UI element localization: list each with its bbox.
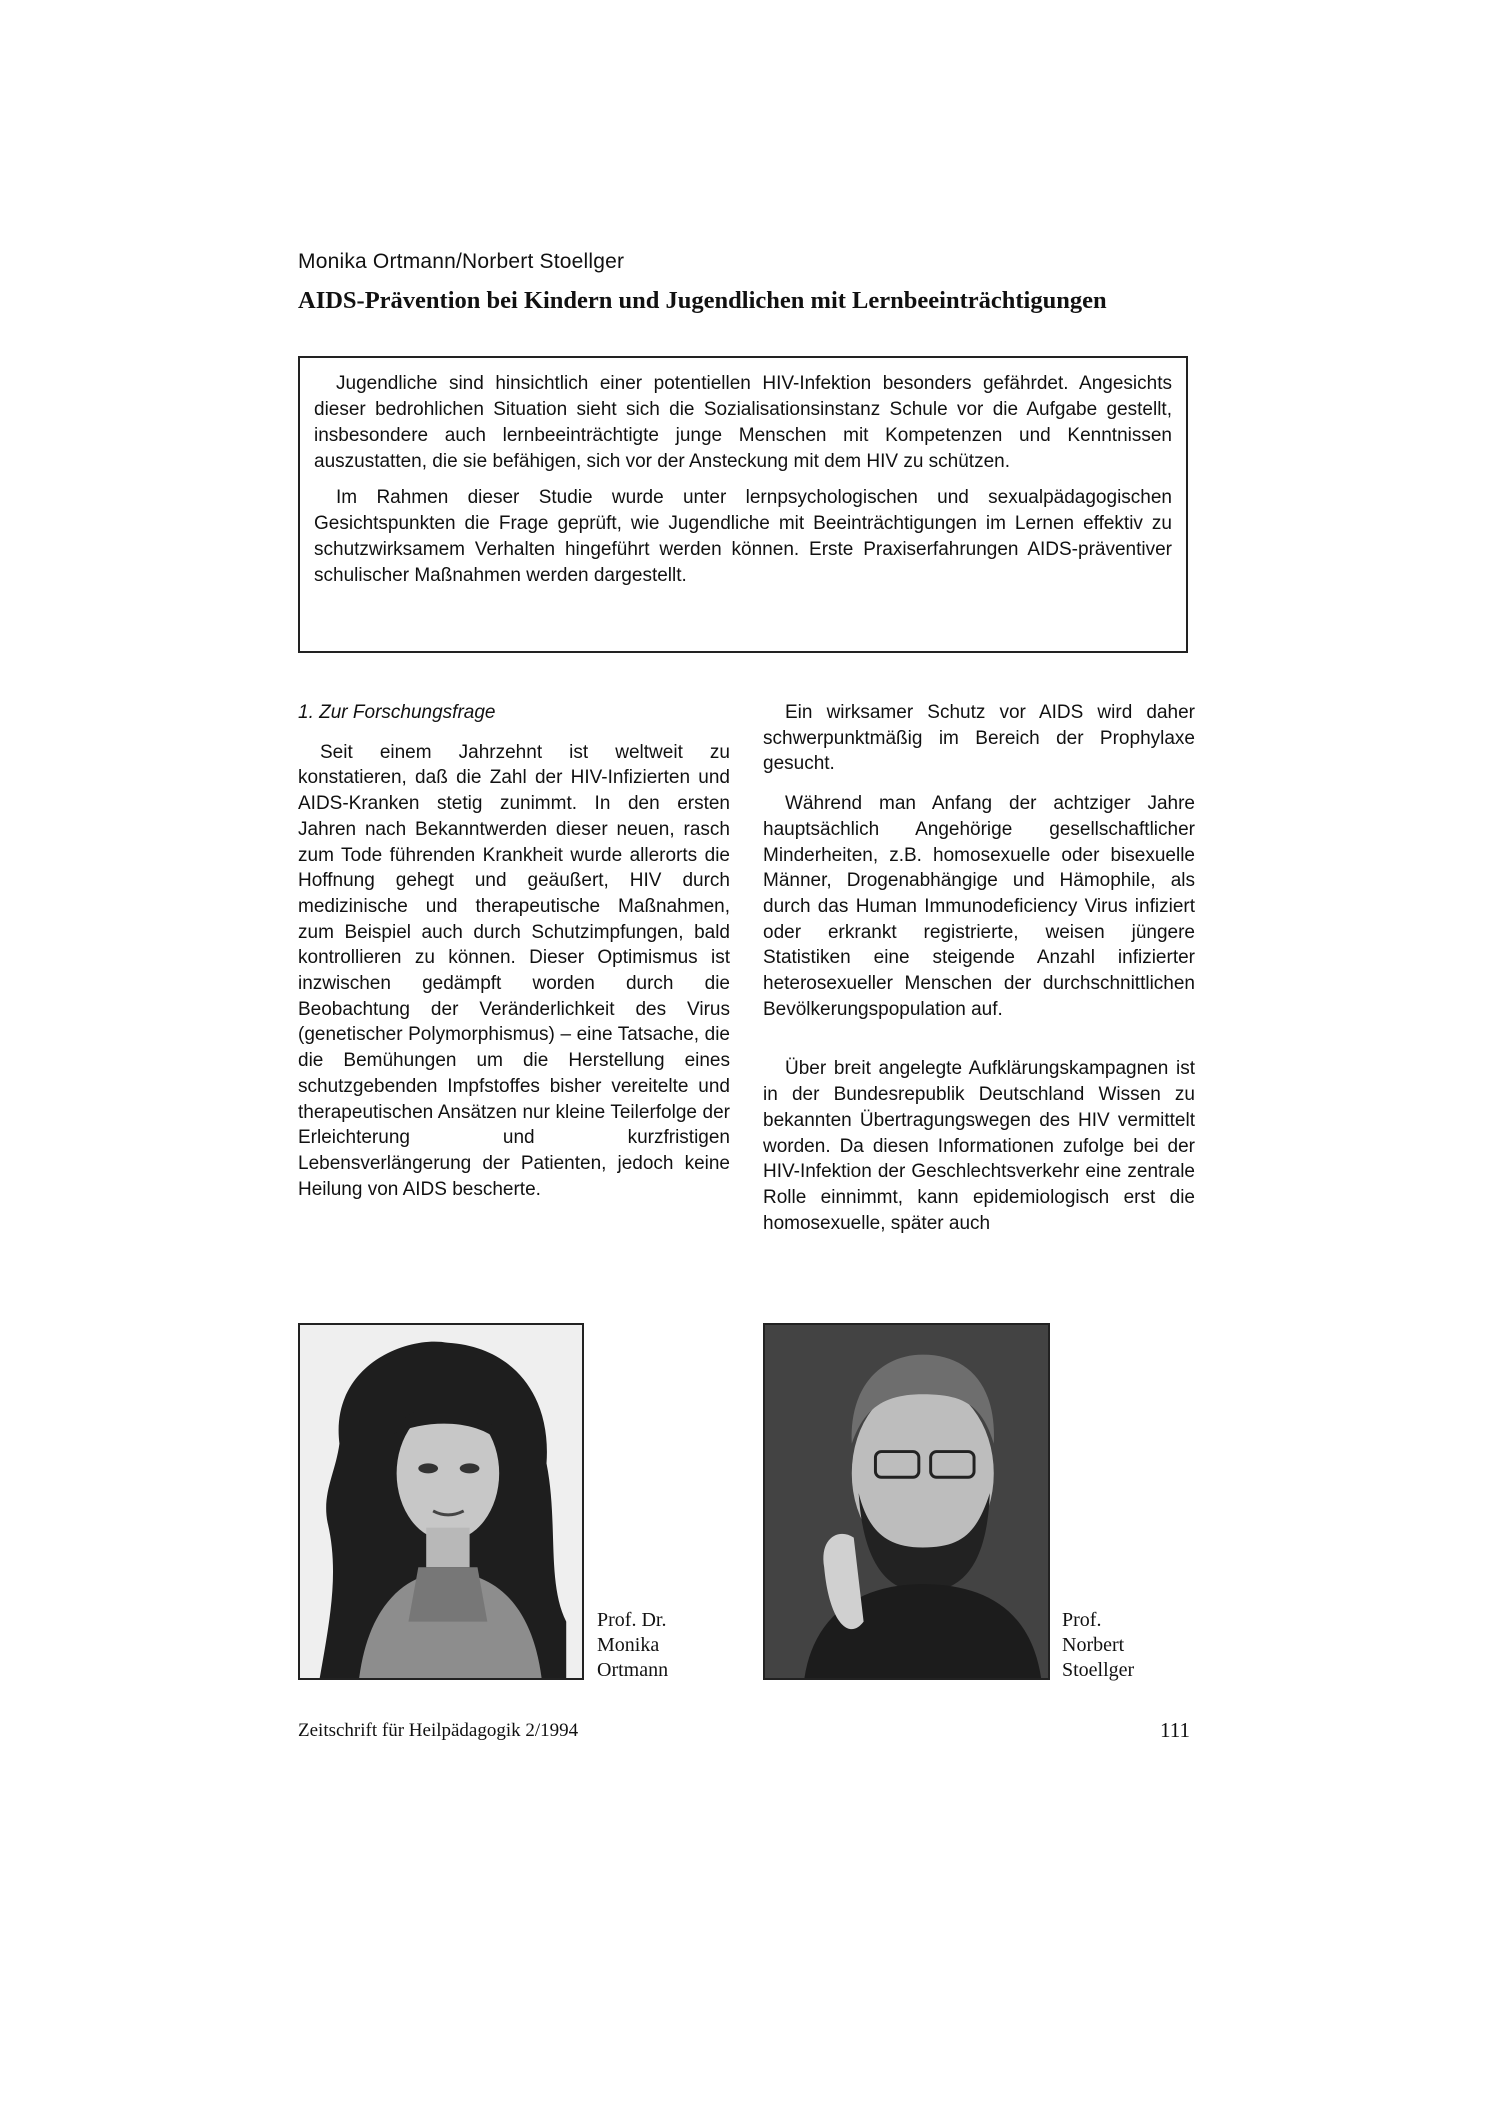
left-column (298, 700, 730, 1202)
author-line: Monika Ortmann/Norbert Stoellger (298, 250, 625, 273)
right-column (763, 700, 1195, 1236)
abstract-paragraph: Jugendliche sind hinsichtlich einer potentiellen HIV-Infektion besonders gefährdet. Angesichts dieser bedrohlichen Situation sieht sich die Sozialisationsinstanz Schule vor die Aufgabe gestellt, insbesondere auch lernbeeinträchtigte junge Menschen mit Kompetenzen und Kenntnissen auszustatten, die sie befähigen, sich vor der Ansteckung mit dem HIV zu schützen. (314, 373, 1172, 472)
portrait-man-illustration (765, 1325, 1048, 1678)
abstract-box (298, 356, 1188, 653)
body-paragraph: Ein wirksamer Schutz vor AIDS wird daher schwerpunktmäßig im Bereich der Prophylaxe gesucht. (763, 702, 1195, 775)
abstract-paragraph: Im Rahmen dieser Studie wurde unter lernpsychologischen und sexualpädagogischen Gesichtspunkten die Frage geprüft, wie Jugendliche mit Beeinträchtigungen im Lernen effektiv zu schutzwirksamem Verhalten hingeführt werden können. Erste Praxiserfahrungen AIDS-präventiver schulischer Maßnahmen werden dargestellt. (314, 487, 1172, 586)
photo-caption (597, 1608, 668, 1683)
page-number: 111 (1160, 1718, 1190, 1742)
article-title: AIDS-Prävention bei Kindern und Jugendlichen mit Lernbeeinträchtigungen (298, 287, 1107, 314)
body-paragraph: Über breit angelegte Aufklärungskampagnen ist in der Bundesrepublik Deutschland Wissen zu bekannten Übertragungswegen des HIV vermittelt worden. Da diesen Informationen zufolge bei der HIV-Infektion der Geschlechtsverkehr eine zentrale Rolle einnimmt, kann epidemiologisch erst die homosexuelle, später auch (763, 1058, 1195, 1234)
caption-line: Stoellger (1062, 1659, 1135, 1681)
caption-line: Norbert (1062, 1634, 1125, 1656)
body-paragraph: Seit einem Jahrzehnt ist weltweit zu konstatieren, daß die Zahl der HIV-Infizierten und AIDS-Kranken stetig zunimmt. In den ersten Jahren nach Bekanntwerden dieser neuen, rasch zum Tode führenden Krankheit wurde allerorts die Hoffnung gehegt und geäußert, HIV durch medizinische und therapeutische Maßnahmen, zum Beispiel auch durch Schutzimpfungen, bald kontrollieren zu können. Dieser Optimismus ist inzwischen gedämpft worden durch die Beobachtung der Veränderlichkeit des Virus (genetischer Polymorphismus) – eine Tatsache, die die Bemühungen um die Herstellung eines schutzgebenden Impfstoffes bisher vereitelte und therapeutischen Ansätzen nur kleine Teilerfolge der Erleichterung und kurzfristigen Lebensverlängerung der Patienten, jedoch keine Heilung von AIDS bescherte. (298, 741, 730, 1200)
portrait-photo-stoellger (763, 1323, 1050, 1680)
caption-line: Prof. (1062, 1609, 1102, 1631)
journal-reference: Zeitschrift für Heilpädagogik 2/1994 (298, 1720, 579, 1741)
caption-line: Ortmann (597, 1659, 669, 1681)
portrait-photo-ortmann (298, 1323, 584, 1680)
section-heading: 1. Zur Forschungsfrage (298, 702, 496, 723)
body-paragraph: Während man Anfang der achtziger Jahre hauptsächlich Angehörige gesellschaftlicher Minderheiten, z.B. homosexuelle oder bisexuelle Männer, Drogenabhängige und Hämophile, als durch das Human Immunodeficiency Virus infiziert oder erkrankt registrierte, weisen jüngere Statistiken eine steigende Anzahl infizierter heterosexueller Menschen der durchschnittlichen Bevölkerungspopulation auf. (763, 793, 1195, 1020)
photo-caption (1062, 1608, 1134, 1683)
portrait-woman-illustration (300, 1325, 582, 1678)
caption-line: Prof. Dr. (597, 1609, 667, 1631)
caption-line: Monika (597, 1634, 660, 1656)
